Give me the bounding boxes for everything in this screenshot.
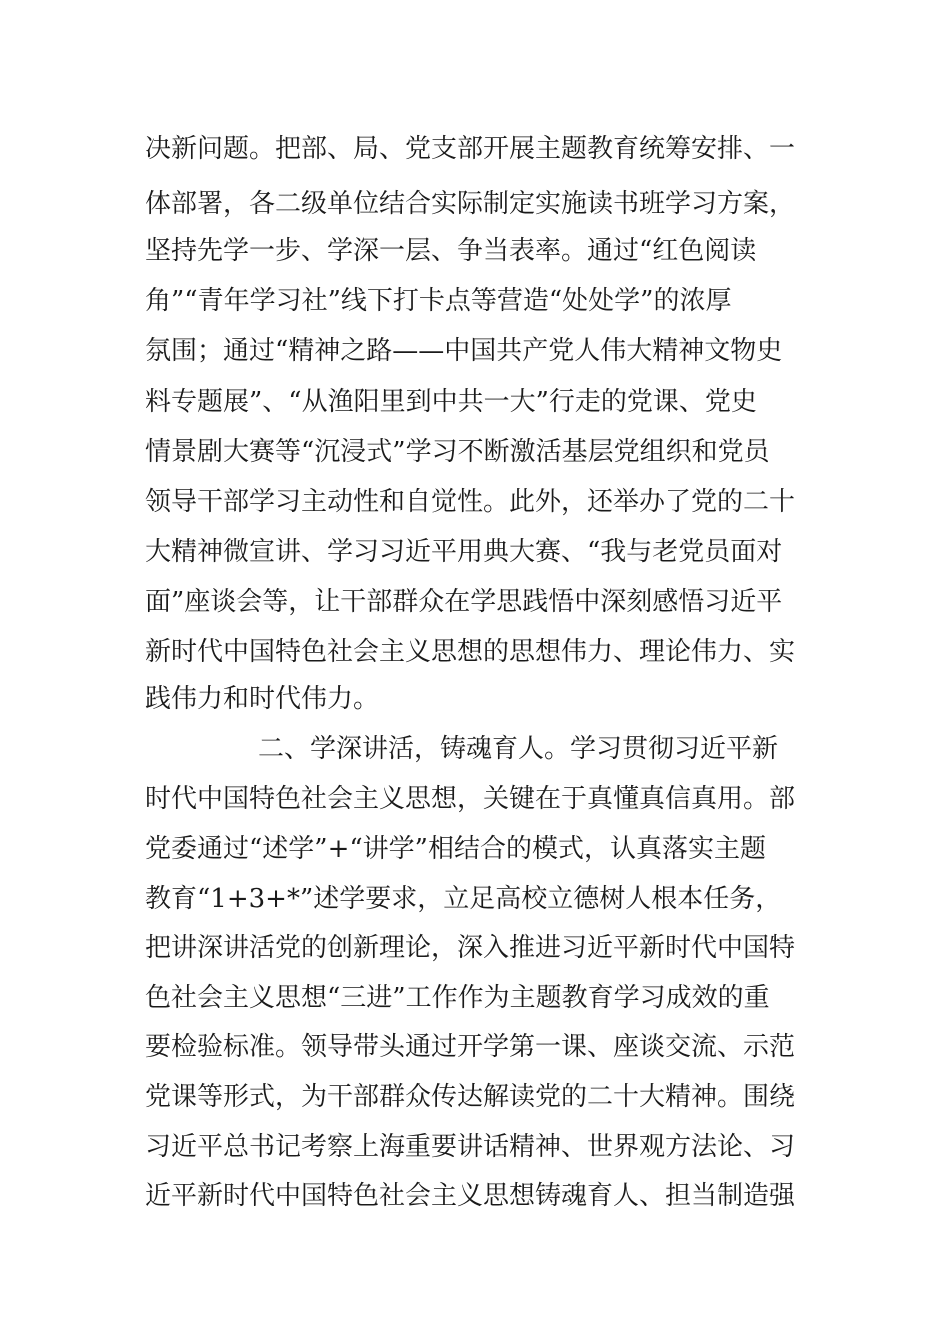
text-line: 坚持先学一步、学深一层、争当表率。通过“红色阅读 — [145, 236, 757, 266]
text-line: 教育“1+3+*”述学要求，立足高校立德树人根本任务， — [145, 884, 782, 914]
text-line: 要检验标准。领导带头通过开学第一课、座谈交流、示范 — [145, 1032, 796, 1062]
text-line: 党委通过“述学”+“讲学”相结合的模式，认真落实主题 — [145, 834, 766, 864]
text-line: 角”“青年学习社”线下打卡点等营造“处处学”的浓厚 — [145, 286, 732, 316]
text-line: 面”座谈会等，让干部群众在学思践悟中深刻感悟习近平 — [145, 587, 783, 617]
text-line: 领导干部学习主动性和自觉性。此外，还举办了党的二十 — [145, 487, 796, 517]
text-line: 大精神微宣讲、学习习近平用典大赛、“我与老党员面对 — [145, 537, 783, 567]
text-line: 党课等形式，为干部群众传达解读党的二十大精神。围绕 — [145, 1082, 796, 1112]
text-line: 氛围；通过“精神之路——中国共产党人伟大精神文物史 — [145, 336, 783, 366]
text-line: 情景剧大赛等“沉浸式”学习不断激活基层党组织和党员 — [145, 437, 770, 467]
text-line: 色社会主义思想“三进”工作作为主题教育学习成效的重 — [145, 983, 770, 1013]
text-line: 体部署，各二级单位结合实际制定实施读书班学习方案， — [145, 189, 796, 219]
text-line: 时代中国特色社会主义思想，关键在于真懂真信真用。部 — [145, 784, 796, 814]
section-heading-line: 二、学深讲活，铸魂育人。学习贯彻习近平新 — [258, 734, 779, 764]
text-line: 近平新时代中国特色社会主义思想铸魂育人、担当制造强 — [145, 1181, 796, 1211]
text-line: 决新问题。把部、局、党支部开展主题教育统筹安排、一 — [145, 134, 796, 164]
text-line: 料专题展”、“从渔阳里到中共一大”行走的党课、党史 — [145, 387, 757, 417]
text-line: 新时代中国特色社会主义思想的思想伟力、理论伟力、实 — [145, 637, 796, 667]
text-line: 践伟力和时代伟力。 — [145, 684, 380, 714]
text-line: 把讲深讲活党的创新理论，深入推进习近平新时代中国特 — [145, 933, 796, 963]
text-line: 习近平总书记考察上海重要讲话精神、世界观方法论、习 — [145, 1132, 796, 1162]
